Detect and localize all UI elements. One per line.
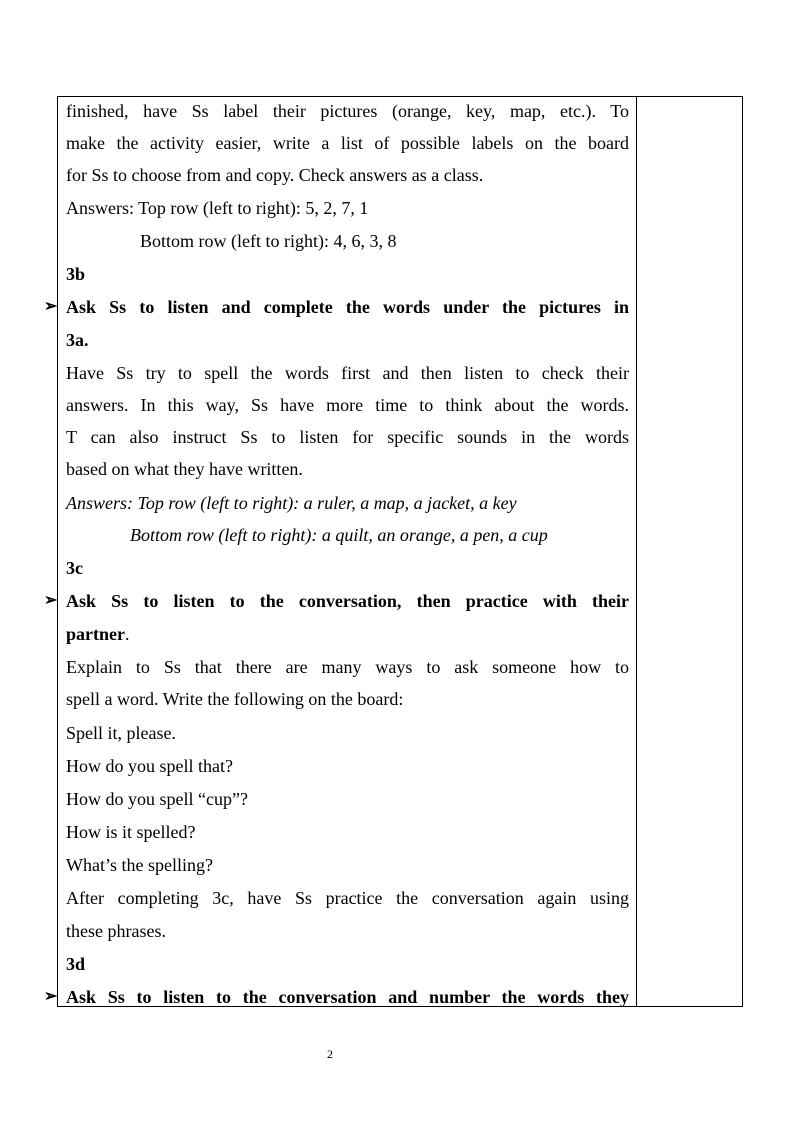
text-line: Have Ss try to spell the words first and then listen to check their xyxy=(66,363,629,383)
text-line: T can also instruct Ss to listen for specific sounds in the words xyxy=(66,427,629,447)
phrase-line: How do you spell that? xyxy=(66,756,233,776)
instruction-3b xyxy=(44,297,629,317)
phrase-line: What’s the spelling? xyxy=(66,855,213,875)
text-line: make the activity easier, write a list of possible labels on the board xyxy=(66,133,629,153)
instruction-text: Ask Ss to listen to the conversation and number the words they xyxy=(66,987,629,1007)
instruction-text-bold: partner xyxy=(66,624,125,644)
text-line: Explain to Ss that there are many ways to ask someone how to xyxy=(66,657,629,677)
text-line: answers. In this way, Ss have more time to think about the words. xyxy=(66,395,629,415)
answers-line: Answers: Top row (left to right): 5, 2, 7, 1 xyxy=(66,198,369,218)
instruction-3d xyxy=(44,987,629,1007)
instruction-3c xyxy=(44,591,629,611)
arrow-bullet-icon: ➢ xyxy=(44,298,58,315)
section-heading-3b: 3b xyxy=(66,264,86,284)
instruction-period: . xyxy=(124,624,130,644)
answers-line: Bottom row (left to right): 4, 6, 3, 8 xyxy=(140,231,397,251)
instruction-text: Ask Ss to listen and complete the words under the pictures in xyxy=(66,297,629,317)
instruction-3b-cont: 3a. xyxy=(66,330,89,350)
arrow-bullet-icon: ➢ xyxy=(44,592,58,609)
text-line: After completing 3c, have Ss practice the conversation again using xyxy=(66,888,629,908)
phrase-line: How is it spelled? xyxy=(66,822,196,842)
section-heading-3c: 3c xyxy=(66,558,83,578)
instruction-3c-cont xyxy=(66,624,629,644)
text-line: finished, have Ss label their pictures (orange, key, map, etc.). To xyxy=(66,101,629,121)
arrow-bullet-icon: ➢ xyxy=(44,988,58,1005)
text-line: for Ss to choose from and copy. Check answers as a class. xyxy=(66,165,484,185)
text-line: based on what they have written. xyxy=(66,459,303,479)
page-number: 2 xyxy=(327,1047,333,1061)
section-heading-3d: 3d xyxy=(66,954,86,974)
phrase-line: How do you spell “cup”? xyxy=(66,789,248,809)
text-line: these phrases. xyxy=(66,921,166,941)
answers-line: Bottom row (left to right): a quilt, an orange, a pen, a cup xyxy=(130,525,548,545)
answers-line: Answers: Top row (left to right): a ruler, a map, a jacket, a key xyxy=(66,493,517,513)
text-line: spell a word. Write the following on the board: xyxy=(66,689,404,709)
lesson-table xyxy=(44,96,743,1007)
phrase-line: Spell it, please. xyxy=(66,723,176,743)
instruction-text: Ask Ss to listen to the conversation, then practice with their xyxy=(66,591,629,611)
